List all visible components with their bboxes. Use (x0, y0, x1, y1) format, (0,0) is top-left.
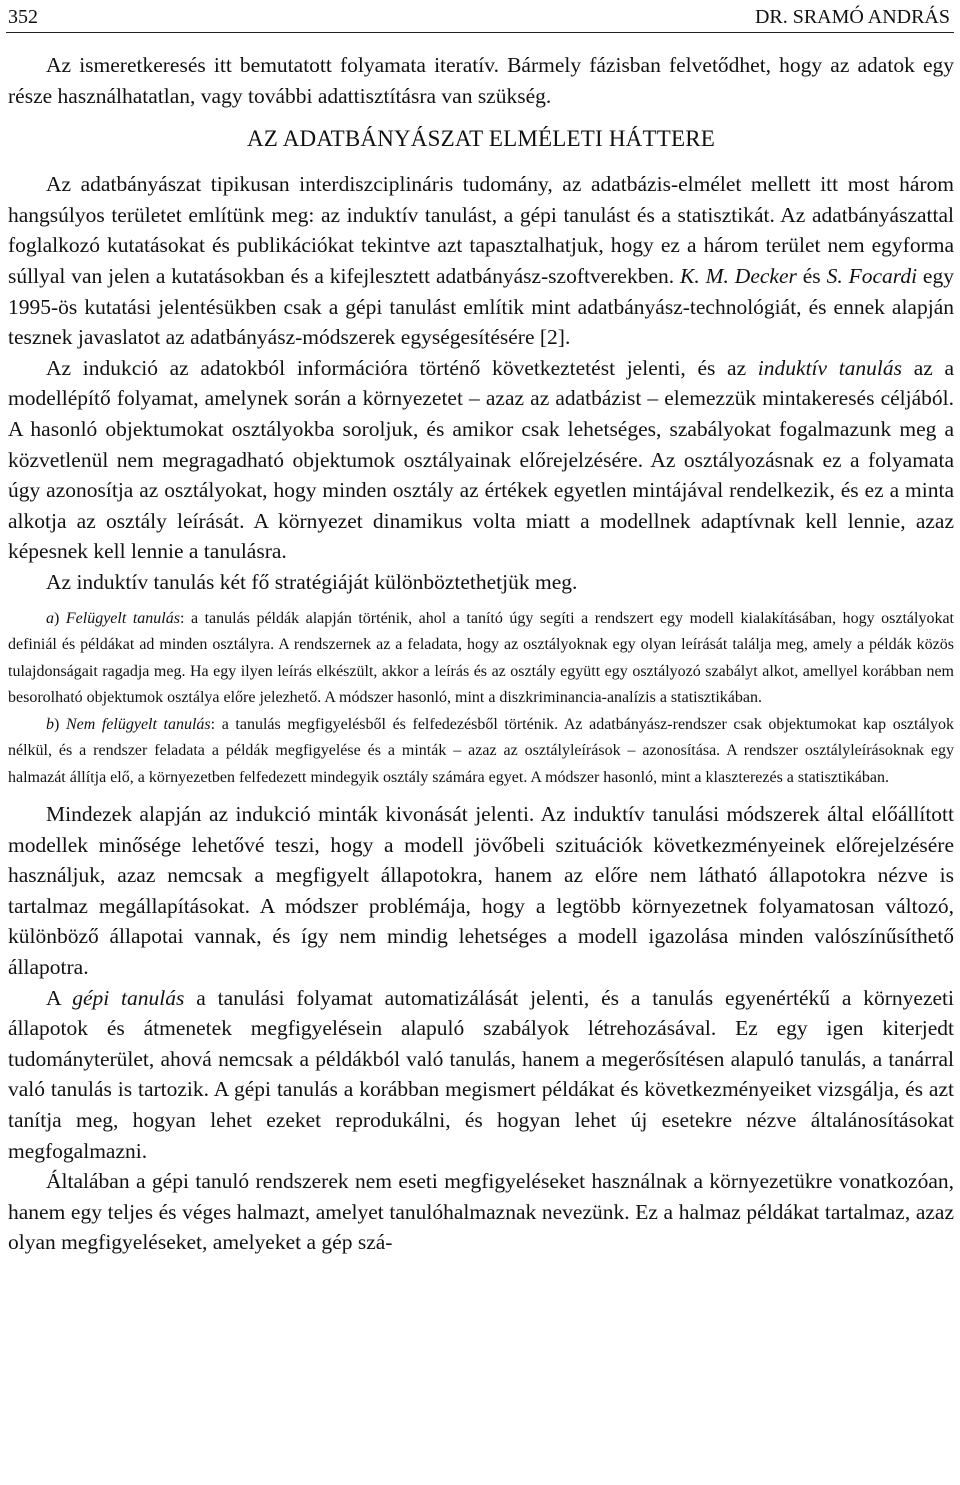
text-run: és (796, 263, 827, 288)
author-name: S. Focardi (826, 263, 918, 288)
item-label: a (46, 609, 54, 627)
paragraph-training-set: Általában a gépi tanuló rendszerek nem eseti megfigyeléseket használnak a környezetükre vonatkozóan, hanem egy teljes és véges halmazt, amelyet tanulóhalmaznak nevezünk. Ez a halmaz példákat tartalmaz, azaz olyan megfigyeléseket, amelyeket a gép szá- (8, 1169, 954, 1255)
term-unsupervised: Nem felügyelt tanulás (65, 715, 211, 733)
term-inductive-learning: induktív tanulás (757, 355, 903, 380)
item-label: b (46, 715, 54, 733)
text-run: az a modellépítő folyamat, amelynek során a környezetet – azaz az adatbázist – elemezzük mintakeresés céljából. A hasonló objektumokat osztályokba soroljuk, és amikor csak lehetséges, szabályokat fogalmazunk meg a közvetlenül nem megragadható objektumok osztályainak előrejelzésére. Az osztályozásnak ez a folyamata úgy azonosítja az osztályokat, hogy minden osztály az értékek egyetlen mintájával rendelkezik, és ez a minta alkotja az osztály leírását. A környezet dinamikus volta miatt a modellnek adaptívnak kell lennie, azaz képesnek kell lennie a tanulásra. (8, 355, 954, 564)
strategy-unsupervised: b) Nem felügyelt tanulás: a tanulás megfigyelésből és felfedezésből történik. Az adatbányász-rendszer csak objektumokat kap osztályok nélkül, és a rendszer feladata a példák megfigyelése és a minták – azaz az osztályleírások – azonosítása. A rendszer osztályleírásoknak egy halmazát állítja elő, a környezetben felfedezett mindegyik osztály számára egyet. A módszer hasonló, mint a klaszterezés a statisztikában. (8, 715, 955, 786)
author-name: K. M. Decker (680, 263, 797, 288)
paragraph-induction (8, 353, 954, 567)
paragraph-iterative: Az ismeretkeresés itt bemutatott folyamata iteratív. Bármely fázisban felvetődhet, hogy az adatok egy része használhatatlan, vagy további adattisztításra van szükség. (8, 53, 954, 108)
paragraph-machine-learning (8, 983, 954, 1167)
page-body (8, 50, 954, 1258)
text-run: : a tanulás megfigyelésből és felfedezésből történik. Az adatbányász-rendszer csak objektumokat kap osztályok nélkül, és a rendszer feladata a példák megfigyelése és a minták – azaz az osztályleírások – azonosítása. A rendszer osztályleírásoknak egy halmazát állítja elő, a környezetben felfedezett mindegyik osztály számára egyet. A módszer hasonló, mint a klaszterezés a statisztikában. (8, 715, 955, 786)
text-run: Az indukció az adatokból információra történő következtetést jelenti, és az (46, 355, 758, 380)
running-header (6, 2, 954, 33)
text-run: a tanulási folyamat automatizálását jelenti, és a tanulás egyenértékű a környezeti állapotok és átmenetek megfigyelésein alapuló szabályok létrehozásával. Ez egy igen kiterjedt tudományterület, ahová nemcsak a példákból való tanulás, hanem a megerősítésen alapuló tanulás, a tanárral való tanulás is tartozik. A gépi tanulás a korábban megismert példákat és következményeiket vizsgálja, és azt tanítja meg, hogyan lehet ezeket reprodukálni, és hogyan lehet új esetekre nézve általánosításokat megfogalmazni. (8, 985, 954, 1163)
text-run: A (46, 985, 73, 1010)
page-number: 352 (8, 6, 38, 28)
text-run: Az adatbányászat tipikusan interdiszciplináris tudomány, az adatbázis-elmélet mellett itt most három hangsúlyos területet említünk meg: az induktív tanulást, a gépi tanulást és a statisztikát. Az adatbányászattal foglalkozó kutatásokat és publikációkat tekintve azt tapasztalhatjuk, hogy ez a három terület nem egyforma súllyal van jelen a kutatásokban és a kifejlesztett adatbányász-szoftverekben. (8, 172, 954, 288)
term-machine-learning: gépi tanulás (72, 985, 185, 1010)
paragraph-interdisciplinary (8, 169, 954, 353)
running-author: DR. SRAMÓ ANDRÁS (754, 6, 950, 28)
section-title: AZ ADATBÁNYÁSZAT ELMÉLETI HÁTTERE (246, 126, 716, 152)
paragraph-strategies: Az induktív tanulás két fő stratégiáját különböztethetjük meg. (46, 569, 578, 594)
text-run: : a tanulás példák alapján történik, ahol a tanító úgy segíti a rendszert egy modell kialakításában, hogy osztályokat definiál és példákat ad minden osztályra. A rendszernek az a feladata, hogy az osztályoknak egy olyan leírását találja meg, amely a példák közös tulajdonságait ragadja meg. Ha egy ilyen leírás elkészült, akkor a leírás és az osztály együtt egy osztályozó szabályt alkot, amellyel korábban nem besorolható objektumok osztálya előre jelezhető. A módszer hasonló, mint a diszkriminancia-analízis a statisztikában. (8, 609, 955, 706)
strategy-supervised: a) Felügyelt tanulás: a tanulás példák alapján történik, ahol a tanító úgy segíti a rendszert egy modell kialakításában, hogy osztályokat definiál és példákat ad minden osztályra. A rendszernek az a feladata, hogy az osztályoknak egy olyan leírását találja meg, amely a példák közös tulajdonságait ragadja meg. Ha egy ilyen leírás elkészült, akkor a leírás és az osztály együtt egy osztályozó szabályt alkot, amellyel korábban nem besorolható objektumok osztálya előre jelezhető. A módszer hasonló, mint a diszkriminancia-analízis a statisztikában. (8, 609, 955, 706)
term-supervised: Felügyelt tanulás (65, 609, 180, 627)
paragraph-pattern-extraction: Mindezek alapján az indukció minták kivonását jelenti. Az induktív tanulási módszerek által előállított modellek minősége lehetővé teszi, hogy a modell jövőbeli szituációk következményeinek előrejelzésére használjuk, azaz nemcsak a megfigyelt állapotokra, hanem az előre nem látható állapotokra nézve is tartalmaz megállapításokat. A módszer problémája, hogy a legtöbb környezetnek folyamatosan változó, különböző állapotai vannak, és így nem mindig lehetséges a modell igazolása minden valószínűsíthető állapotra. (8, 802, 954, 979)
strategy-list (8, 606, 954, 792)
text-run: egy 1995-ös kutatási jelentésükben csak a gépi tanulást említik mint adatbányász-technológiát, és ennek alapján tesznek javaslatot az adatbányász-módszerek egységesítésére [2]. (8, 263, 954, 350)
